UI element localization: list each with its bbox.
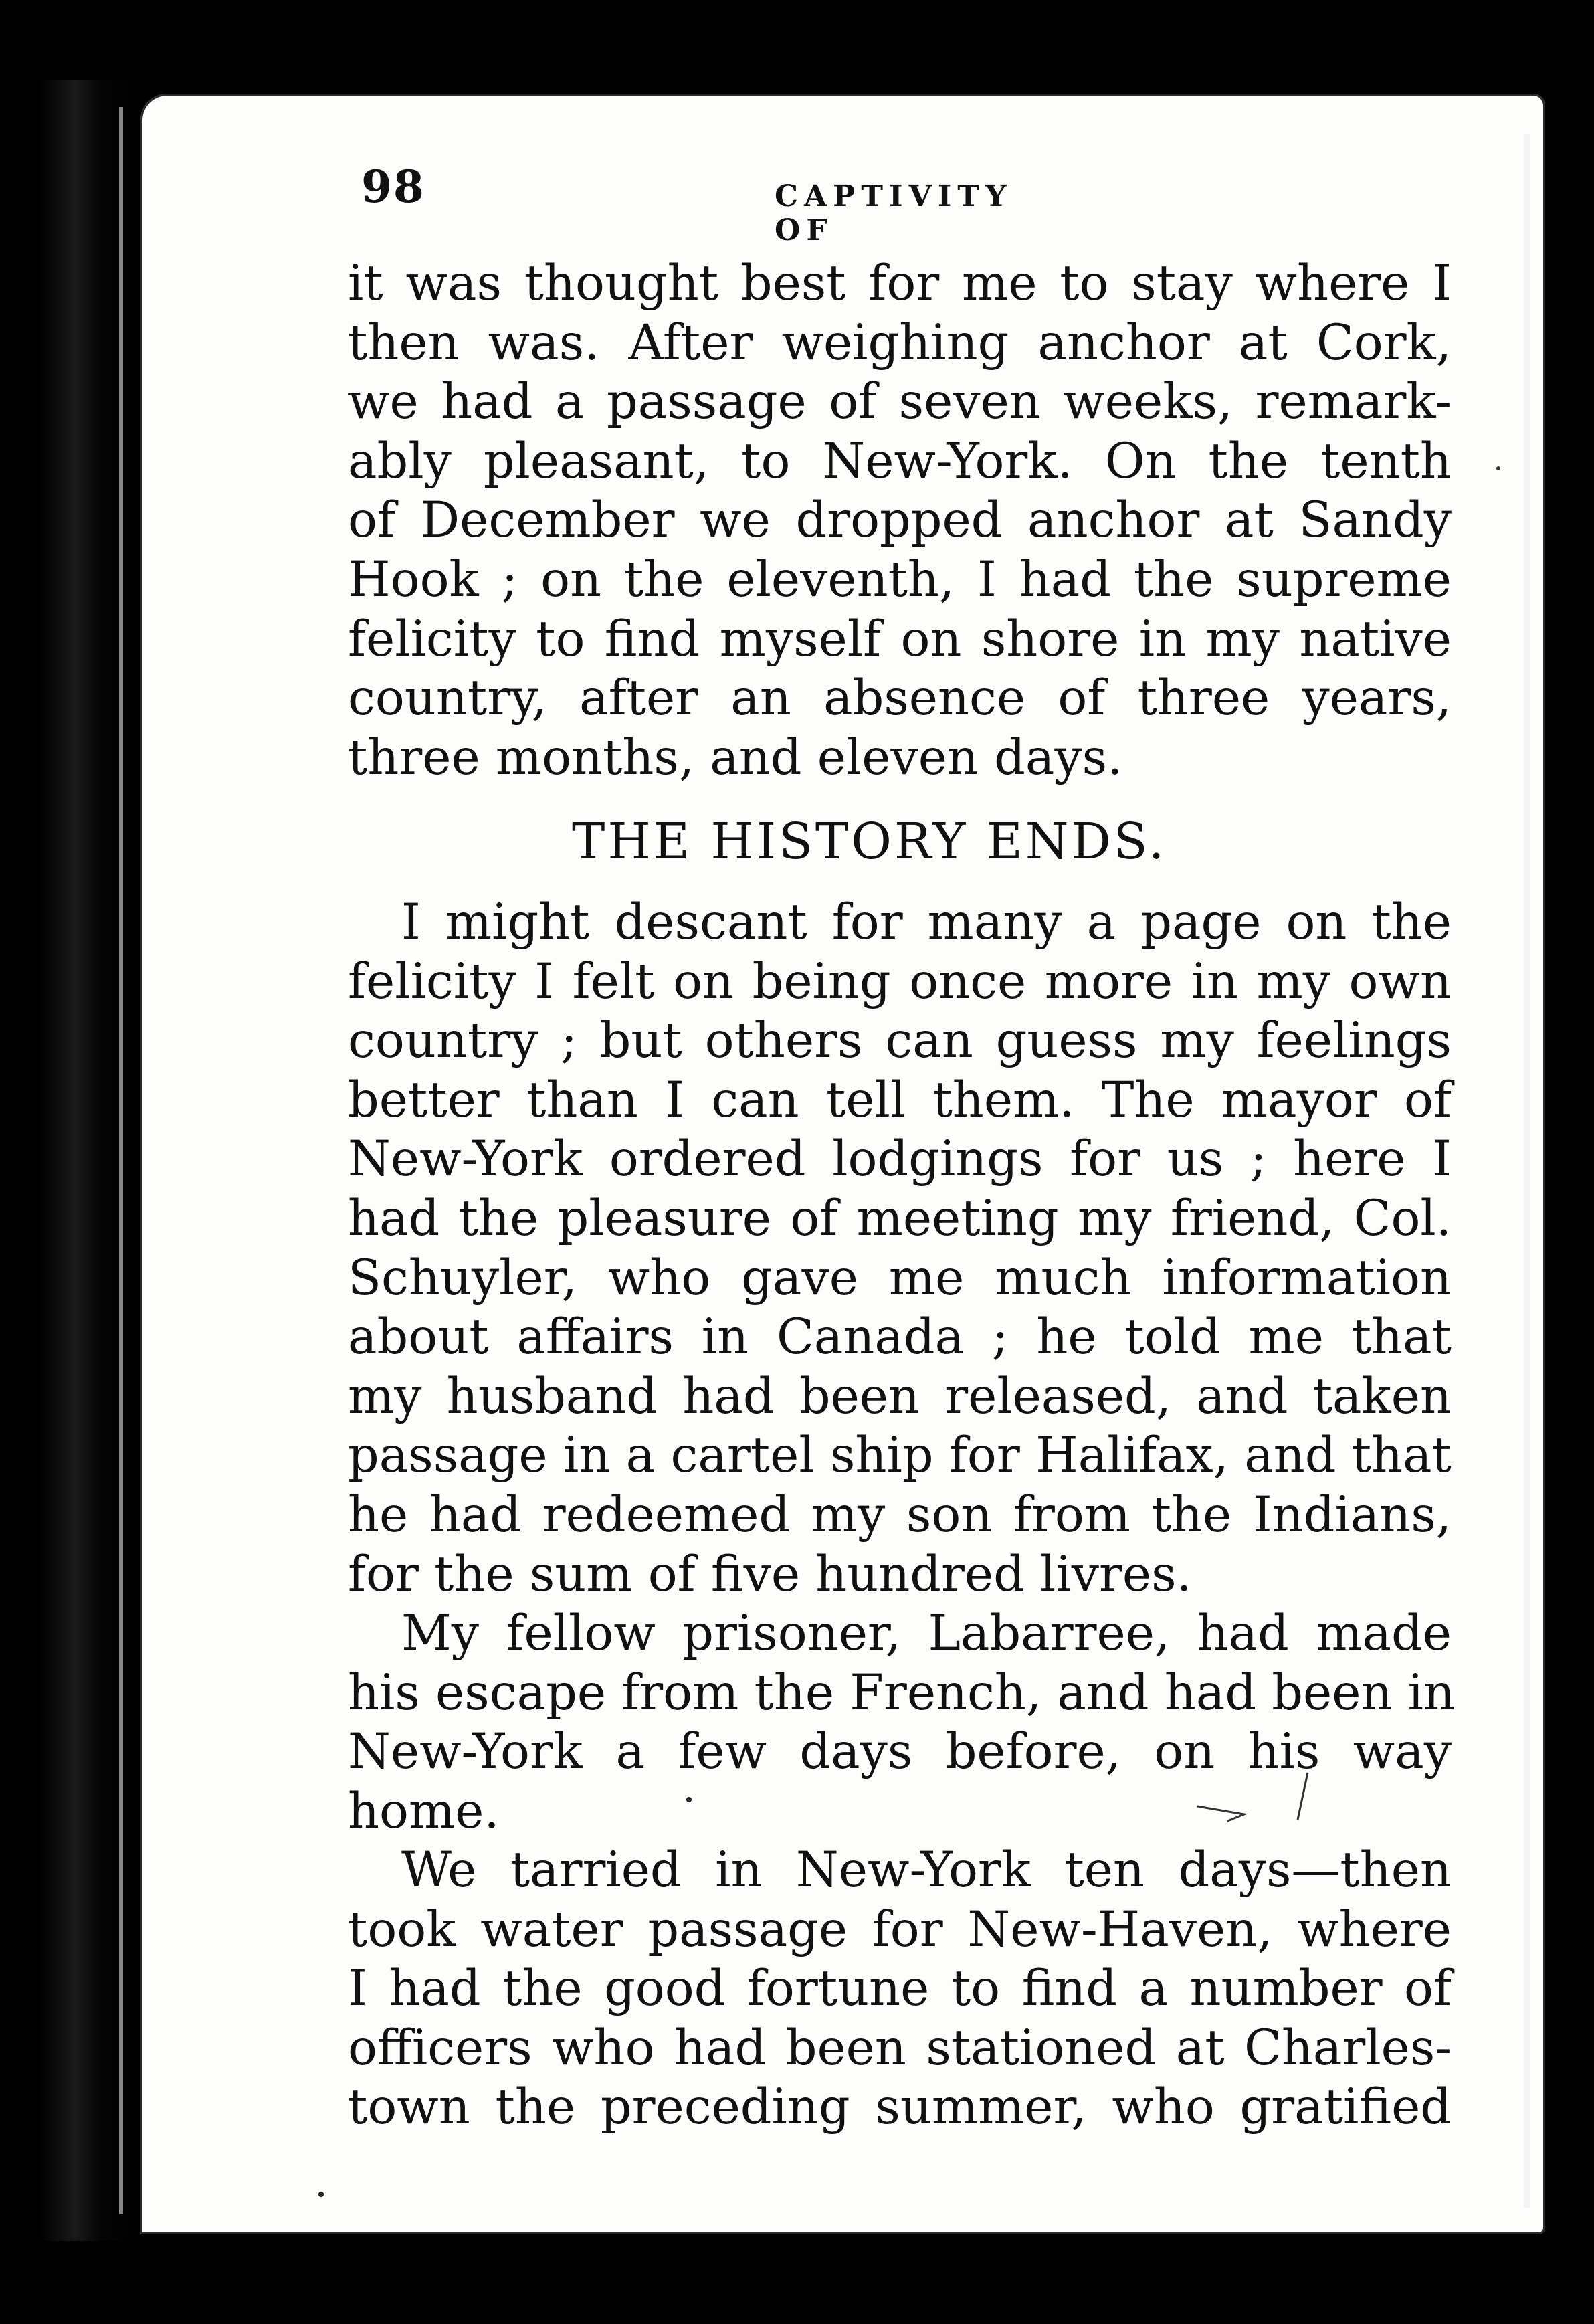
- text-line: he had redeemed my son from the Indians,: [348, 1486, 1452, 1543]
- text-line: New-York a few days before, on his way: [348, 1723, 1452, 1781]
- text-line: home.: [348, 1782, 500, 1840]
- text-line: passage in a cartel ship for Halifax, and that: [348, 1427, 1452, 1484]
- right-edge-line: [1524, 134, 1530, 2208]
- paragraph-2: [348, 893, 1452, 1604]
- text-line: I might descant for many a page on the: [401, 894, 1452, 951]
- text-line: about affairs in Canada ; he told me that: [348, 1309, 1452, 1366]
- paragraph-3: [348, 1604, 1456, 1841]
- text-line: better than I can tell them. The mayor of: [348, 1071, 1452, 1129]
- text-line: Hook ; on the eleventh, I had the supreme: [348, 551, 1452, 608]
- text-line: country, after an absence of three years,: [348, 670, 1452, 727]
- text-line: We tarried in New-York ten days—then: [401, 1842, 1452, 1899]
- text-line: then was. After weighing anchor at Cork,: [348, 314, 1452, 371]
- spine-edge-line: [119, 107, 123, 2214]
- text-line: we had a passage of seven weeks, remark-: [348, 373, 1452, 431]
- book-spine-shadow: [40, 80, 140, 2241]
- right-page-edge: [1547, 100, 1594, 2248]
- text-line: for the sum of five hundred livres.: [348, 1545, 1192, 1603]
- text-line: I had the good fortune to find a number of: [348, 1960, 1452, 2018]
- paragraph-1: [348, 254, 1452, 787]
- text-line: town the preceding summer, who gratified: [348, 2078, 1452, 2136]
- text-line: ably pleasant, to New-York. On the tenth: [348, 432, 1452, 490]
- text-line: My fellow prisoner, Labarree, had made: [401, 1605, 1452, 1662]
- text-line: felicity I felt on being once more in my own: [348, 953, 1452, 1010]
- text-line: three months, and eleven days.: [348, 729, 1123, 786]
- text-line: took water passage for New-Haven, where: [348, 1901, 1452, 1958]
- text-line: Schuyler, who gave me much information: [348, 1249, 1452, 1306]
- section-heading: THE HISTORY ENDS.: [572, 813, 1167, 870]
- text-line: country ; but others can guess my feelings: [348, 1012, 1452, 1070]
- text-line: my husband had been released, and taken: [348, 1367, 1452, 1425]
- text-line: New-York ordered lodgings for us ; here I: [348, 1131, 1452, 1188]
- text-line: his escape from the French, and had been in: [348, 1664, 1456, 1721]
- paragraph-4: [348, 1841, 1452, 2137]
- text-line: felicity to find myself on shore in my native: [348, 610, 1452, 668]
- text-line: had the pleasure of meeting my friend, Col.: [348, 1189, 1452, 1247]
- text-line: it was thought best for me to stay where I: [348, 255, 1452, 312]
- text-line: officers who had been stationed at Charles-: [348, 2019, 1452, 2076]
- text-line: of December we dropped anchor at Sandy: [348, 492, 1452, 549]
- running-head: CAPTIVITY OF: [775, 179, 1013, 248]
- page-number: 98: [361, 161, 425, 213]
